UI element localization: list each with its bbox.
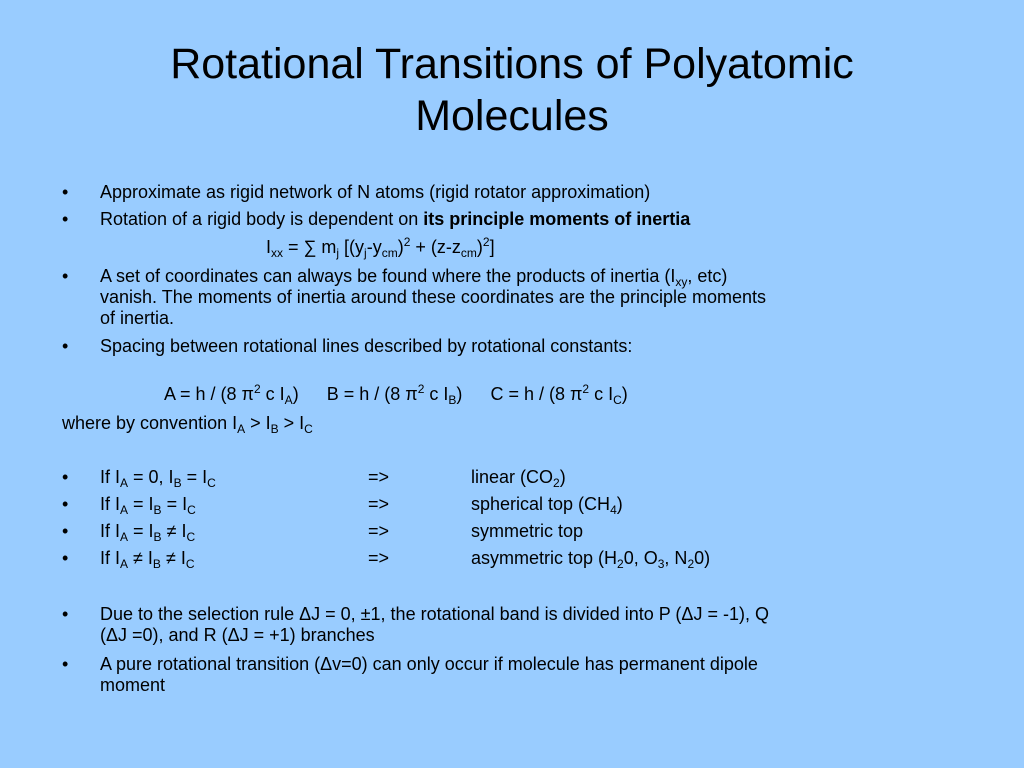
text-part: where by convention I — [62, 413, 238, 433]
case-result — [471, 467, 566, 488]
eq-part: c I — [589, 384, 614, 404]
text-part: , etc) — [687, 266, 728, 286]
text-sub: A — [120, 503, 129, 517]
title-line-2: Molecules — [415, 92, 609, 140]
case-arrow: => — [368, 467, 390, 487]
eq-part: [(y — [339, 237, 365, 257]
eq-sup: 2 — [482, 235, 490, 249]
bullet-mark: • — [62, 604, 69, 624]
text-sub: 2 — [687, 557, 695, 571]
text-part: = I — [161, 494, 188, 514]
eq-part: I — [266, 237, 272, 257]
text-part: ) — [559, 467, 566, 487]
case-result — [471, 494, 623, 515]
text-part: If I — [100, 467, 121, 487]
eq-sub: cm — [460, 246, 477, 260]
eq-part: ) — [397, 237, 404, 257]
text-part: ≠ I — [161, 521, 187, 541]
bullet-text: Due to the selection rule ΔJ = 0, ±1, the rotational band is divided into P (ΔJ = -1), Q — [100, 604, 769, 624]
bullet-text-plain: Rotation of a rigid body is dependent on — [100, 209, 424, 229]
bullet-text — [100, 209, 690, 230]
eq-part: C = h / (8 π — [490, 384, 583, 404]
constant-c — [490, 382, 628, 407]
eq-sup: 2 — [403, 235, 411, 249]
text-part: ≠ I — [160, 548, 186, 568]
text-part: If I — [100, 548, 121, 568]
text-part: 0) — [694, 548, 711, 568]
text-part: = 0, I — [128, 467, 174, 487]
eq-part: = ∑ m — [283, 237, 337, 257]
text-sub: C — [187, 503, 196, 517]
text-sub: A — [237, 422, 246, 436]
bullet-mark: • — [62, 266, 69, 286]
eq-sub: j — [364, 246, 367, 260]
case-result — [471, 548, 710, 569]
eq-sup: 2 — [417, 382, 425, 396]
bullet-text: Approximate as rigid network of N atoms (rigid rotator approximation) — [100, 182, 651, 202]
eq-sub: cm — [381, 246, 398, 260]
rotational-constants — [164, 384, 628, 405]
eq-part: ) — [292, 384, 299, 404]
text-sub: B — [270, 422, 279, 436]
eq-part: c I — [424, 384, 449, 404]
eq-part: -y — [366, 237, 382, 257]
constant-b — [326, 382, 463, 407]
text-part: , N — [664, 548, 688, 568]
eq-part: + (z-z — [410, 237, 461, 257]
text-sub: C — [185, 557, 195, 571]
bullet-selection-rule-line2: (ΔJ =0), and R (ΔJ = +1) branches — [100, 625, 375, 645]
eq-sub: B — [448, 393, 457, 407]
bullet-mark: • — [62, 494, 69, 514]
bullet-text: Spacing between rotational lines described by rotational constants: — [100, 336, 633, 356]
text-part: spherical top (CH — [471, 494, 611, 514]
eq-part: c I — [260, 384, 285, 404]
bullet-mark: • — [62, 467, 69, 487]
text-sub: C — [304, 422, 313, 436]
eq-part: ) — [456, 384, 463, 404]
bullet-coordinates-line3: of inertia. — [100, 308, 175, 328]
text-part: 0, O — [623, 548, 658, 568]
bullet-pure-rotational-line2: moment — [100, 675, 166, 695]
case-arrow: => — [368, 494, 390, 514]
text-sub: B — [152, 557, 161, 571]
case-condition — [100, 521, 195, 542]
text-sub: 2 — [553, 476, 560, 490]
text-part: If I — [100, 494, 121, 514]
case-arrow: => — [368, 521, 390, 541]
eq-sup: 2 — [253, 382, 261, 396]
text-sub: C — [207, 476, 216, 490]
eq-part: A = h / (8 π — [164, 384, 254, 404]
eq-sub: j — [336, 246, 340, 260]
constant-a — [164, 382, 299, 407]
eq-sub: xx — [271, 246, 284, 260]
text-part: = I — [181, 467, 208, 487]
text-sub: 4 — [610, 503, 617, 517]
convention-line — [62, 413, 313, 434]
text-sub: B — [153, 503, 162, 517]
bullet-text-bold: its principle moments of inertia — [423, 209, 691, 229]
text-sub: A — [120, 530, 129, 544]
bullet-mark: • — [62, 654, 69, 674]
bullet-mark: • — [62, 521, 69, 541]
bullet-mark: • — [62, 336, 69, 356]
eq-part: ] — [489, 237, 495, 257]
eq-part: B = h / (8 π — [326, 384, 418, 404]
text-part: If I — [100, 521, 121, 541]
text-part: = I — [128, 494, 154, 514]
text-part: = I — [128, 521, 154, 541]
eq-sup: 2 — [582, 382, 590, 396]
case-result: symmetric top — [471, 521, 584, 541]
text-sub: B — [173, 476, 182, 490]
case-arrow: => — [368, 548, 390, 568]
eq-sub: C — [613, 393, 622, 407]
eq-sub: A — [284, 393, 293, 407]
text-sub: 2 — [617, 557, 624, 571]
text-part: > I — [278, 413, 305, 433]
text-sub: 3 — [657, 557, 665, 571]
bullet-text — [100, 266, 727, 287]
bullet-mark: • — [62, 548, 69, 568]
case-condition — [100, 467, 216, 488]
text-sub: C — [186, 530, 196, 544]
text-sub: A — [120, 557, 129, 571]
text-sub: xy — [675, 275, 688, 289]
eq-part: ) — [476, 237, 483, 257]
text-sub: A — [120, 476, 129, 490]
bullet-text: A pure rotational transition (Δv=0) can only occur if molecule has permanent dipole — [100, 654, 758, 674]
case-condition — [100, 494, 196, 515]
text-part: ≠ I — [128, 548, 153, 568]
text-part: > I — [245, 413, 271, 433]
case-condition — [100, 548, 195, 569]
bullet-mark: • — [62, 182, 69, 202]
inertia-equation — [266, 237, 495, 258]
eq-part: ) — [621, 384, 628, 404]
text-part: A set of coordinates can always be found where the products of inertia (I — [100, 266, 676, 286]
text-part: linear (CO — [471, 467, 554, 487]
text-sub: B — [153, 530, 162, 544]
bullet-mark: • — [62, 209, 69, 229]
text-part: ) — [616, 494, 623, 514]
title-line-1: Rotational Transitions of Polyatomic — [170, 40, 854, 88]
text-part: asymmetric top (H — [471, 548, 618, 568]
bullet-coordinates-line2: vanish. The moments of inertia around these coordinates are the principle moments — [100, 287, 767, 307]
